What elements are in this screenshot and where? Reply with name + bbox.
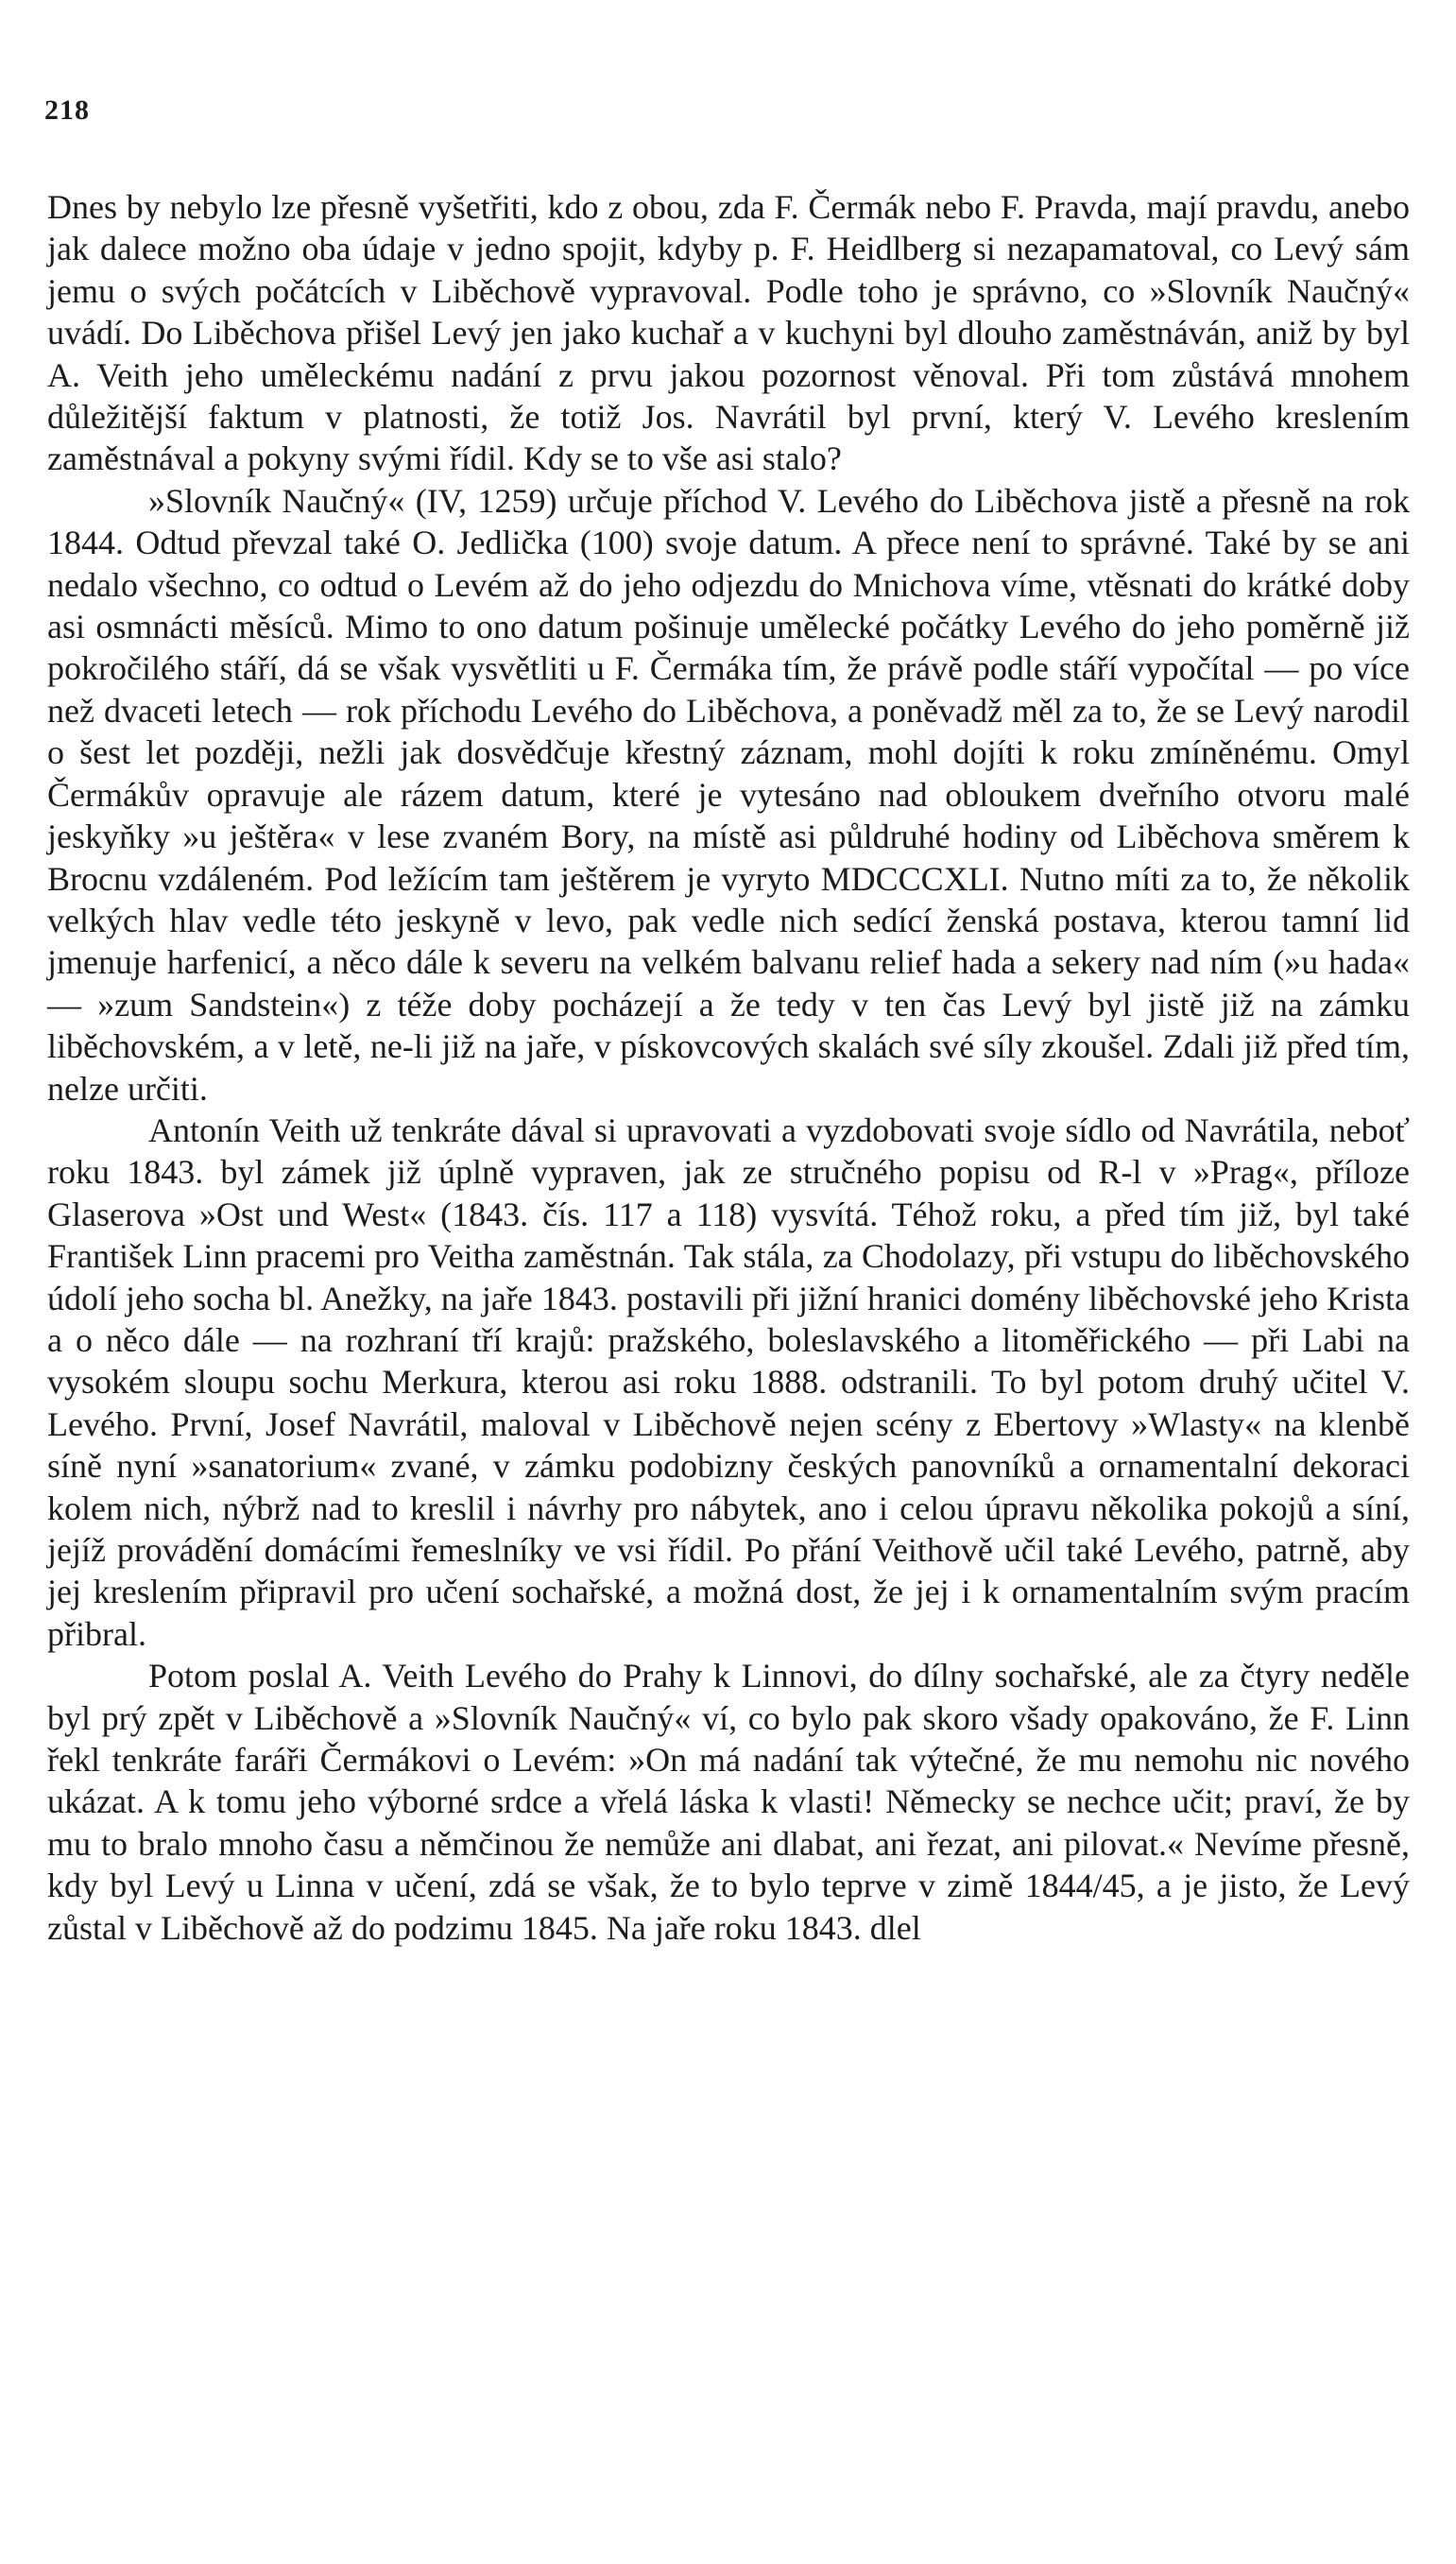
page-number: 218	[44, 95, 90, 126]
paragraph-2: »Slovník Naučný« (IV, 1259) určuje příchod V. Levého do Liběchova jistě a přesně na rok 1844. Odtud převzal také O. Jedlička (100) svoje datum. A přece není to správné. Také by se ani nedalo všechno, co odtud o Levém až do jeho odjezdu do Mnichova víme, vtěsnati do krátké doby asi osmnácti měsíců. Mimo to ono datum pošinuje umělecké počátky Levého do jeho poměrně již pokročilého stáří, dá se však vysvětliti u F. Čermáka tím, že právě podle stáří vypočítal — po více než dvaceti letech — rok příchodu Levého do Liběchova, a poněvadž měl za to, že se Levý narodil o šest let později, nežli jak dosvědčuje křestný záznam, mohl dojíti k roku zmíněnému. Omyl Čermákův opravuje ale rázem datum, které je vytesáno nad obloukem dveřního otvoru malé jeskyňky »u ještěra« v lese zvaném Bory, na místě asi půldruhé hodiny od Liběchova směrem k Brocnu vzdáleném. Pod ležícím tam ještěrem je vyryto MDCCCXLI. Nutno míti za to, že několik velkých hlav vedle této jeskyně v levo, pak vedle nich sedící ženská postava, kterou tamní lid jmenuje harfenicí, a něco dále k severu na velkém balvanu relief hada a sekery nad ním (»u hada« — »zum Sandstein«) z téže doby pocházejí a že tedy v ten čas Levý byl jistě již na zámku liběchovském, a v letě, ne-li již na jaře, v pískovcových skalách své síly zkoušel. Zdali již před tím, nelze určiti.	[47, 481, 1410, 1108]
body-text	[47, 186, 1410, 1949]
paragraph-4: Potom poslal A. Veith Levého do Prahy k Linnovi, do dílny sochařské, ale za čtyry neděle byl prý zpět v Liběchově a »Slovník Naučný« ví, co bylo pak skoro všady opakováno, že F. Linn řekl tenkráte faráři Čermákovi o Levém: »On má nadání tak výtečné, že mu nemohu nic nového ukázat. A k tomu jeho výborné srdce a vřelá láska k vlasti! Německy se nechce učit; praví, že by mu to bralo mnoho času a němčinou že nemůže ani dlabat, ani řezat, ani pilovat.« Nevíme přesně, kdy byl Levý u Linna v učení, zdá se však, že to bylo teprve v zimě 1844/45, a je jisto, že Levý zůstal v Liběchově až do podzimu 1845. Na jaře roku 1843. dlel	[47, 1657, 1410, 1947]
paragraph-3: Antonín Veith už tenkráte dával si upravovati a vyzdobovati svoje sídlo od Navrátila, neboť roku 1843. byl zámek již úplně vypraven, jak ze stručného popisu od R-l v »Prag«, příloze Glaserova »Ost und West« (1843. čís. 117 a 118) vysvítá. Téhož roku, a před tím již, byl také František Linn pracemi pro Veitha zaměstnán. Tak stála, za Chodolazy, při vstupu do liběchovského údolí jeho socha bl. Anežky, na jaře 1843. postavili při jižní hranici domény liběchovské jeho Krista a o něco dále — na rozhraní tří krajů: pražského, boleslavského a litoměřického — při Labi na vysokém sloupu sochu Merkura, kterou asi roku 1888. odstranili. To byl potom druhý učitel V. Levého. První, Josef Navrátil, maloval v Liběchově nejen scény z Ebertovy »Wlasty« na klenbě síně nyní »sanatorium« zvané, v zámku podobizny českých panovníků a ornamentalní dekoraci kolem nich, nýbrž nad to kreslil i návrhy pro nábytek, ano i celou úpravu několika pokojů a síní, jejíž provádění domácími řemeslníky ve vsi řídil. Po přání Veithově učil také Levého, patrně, aby jej kreslením připravil pro učení sochařské, a možná dost, že jej i k ornamentalním svým pracím přibral.	[47, 1110, 1410, 1653]
paragraph-1: Dnes by nebylo lze přesně vyšetřiti, kdo z obou, zda F. Čermák nebo F. Pravda, mají pravdu, anebo jak dalece možno oba údaje v jedno spojit, kdyby p. F. Heidlberg si nezapamatoval, co Levý sám jemu o svých počátcích v Liběchově vypravoval. Podle toho je správno, co »Slovník Naučný« uvádí. Do Liběchova přišel Levý jen jako kuchař a v kuchyni byl dlouho zaměstnáván, aniž by byl A. Veith jeho uměleckému nadání z prvu jakou pozornost věnoval. Při tom zůstává mnohem důležitější faktum v platnosti, že totiž Jos. Navrátil byl první, který V. Levého kreslením zaměstnával a pokyny svými řídil. Kdy se to vše asi stalo?	[47, 188, 1410, 478]
